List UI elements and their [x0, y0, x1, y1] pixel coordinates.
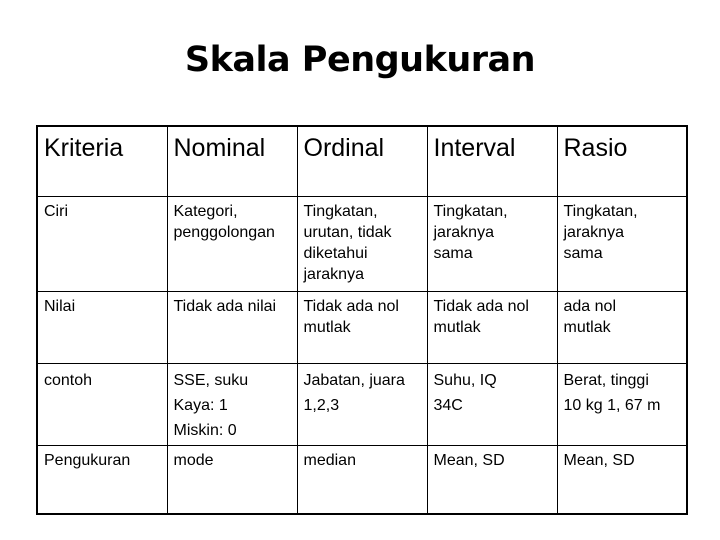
cell-line: Tidak ada nol: [303, 297, 399, 315]
cell-line: sama: [563, 244, 603, 262]
cell-line: Mean, SD: [433, 451, 505, 469]
cell-ciri-ordinal: [297, 196, 427, 291]
table-row: [37, 363, 687, 445]
header-ordinal: Ordinal: [297, 126, 427, 196]
cell-line: mode: [173, 451, 214, 469]
cell-line: urutan, tidak: [303, 223, 392, 241]
table-header-row: [37, 126, 687, 196]
measurement-scale-table: [36, 125, 688, 515]
cell-line: mutlak: [563, 318, 611, 336]
cell-contoh-rasio: [557, 363, 687, 445]
cell-nilai-ordinal: [297, 291, 427, 363]
cell-line: Miskin: 0: [173, 421, 237, 439]
row-label-nilai: Nilai: [37, 291, 167, 363]
cell-contoh-nominal: [167, 363, 297, 445]
cell-line: Berat, tinggi: [563, 371, 649, 389]
table-row: [37, 196, 687, 291]
cell-nilai-interval: [427, 291, 557, 363]
cell-pengukuran-interval: [427, 445, 557, 514]
cell-pengukuran-nominal: [167, 445, 297, 514]
cell-contoh-ordinal: [297, 363, 427, 445]
cell-ciri-nominal: [167, 196, 297, 291]
header-nominal: Nominal: [167, 126, 297, 196]
header-interval: Interval: [427, 126, 557, 196]
cell-line: Tidak ada nol: [433, 297, 529, 315]
cell-line: 10 kg 1, 67 m: [563, 396, 661, 414]
header-kriteria: Kriteria: [37, 126, 167, 196]
cell-pengukuran-ordinal: [297, 445, 427, 514]
cell-line: Tingkatan,: [433, 202, 508, 220]
cell-contoh-interval: [427, 363, 557, 445]
cell-line: Tidak ada nilai: [173, 297, 277, 315]
table-row: [37, 291, 687, 363]
cell-line: Tingkatan,: [303, 202, 378, 220]
cell-line: 34C: [433, 396, 463, 414]
cell-line: mutlak: [303, 318, 351, 336]
cell-line: SSE, suku: [173, 371, 249, 389]
cell-line: mutlak: [433, 318, 481, 336]
cell-line: 1,2,3: [303, 396, 340, 414]
row-label-contoh: contoh: [37, 363, 167, 445]
cell-line: Jabatan, juara: [303, 371, 405, 389]
cell-pengukuran-rasio: [557, 445, 687, 514]
cell-line: Suhu, IQ: [433, 371, 497, 389]
cell-nilai-rasio: [557, 291, 687, 363]
cell-line: jaraknya: [433, 223, 494, 241]
cell-line: Tingkatan,: [563, 202, 638, 220]
cell-line: Mean, SD: [563, 451, 635, 469]
cell-line: Kategori,: [173, 202, 238, 220]
cell-nilai-nominal: [167, 291, 297, 363]
cell-line: diketahui: [303, 244, 368, 262]
cell-line: Kaya: 1: [173, 396, 228, 414]
cell-line: jaraknya: [563, 223, 624, 241]
cell-line: sama: [433, 244, 473, 262]
row-label-pengukuran: Pengukuran: [37, 445, 167, 514]
header-rasio: Rasio: [557, 126, 687, 196]
row-label-ciri: Ciri: [37, 196, 167, 291]
cell-ciri-interval: [427, 196, 557, 291]
table-row: [37, 445, 687, 514]
cell-line: jaraknya: [303, 265, 364, 283]
cell-line: median: [303, 451, 356, 469]
cell-line: ada nol: [563, 297, 616, 315]
cell-line: penggolongan: [173, 223, 275, 241]
cell-ciri-rasio: [557, 196, 687, 291]
page-title: Skala Pengukuran: [184, 40, 536, 80]
